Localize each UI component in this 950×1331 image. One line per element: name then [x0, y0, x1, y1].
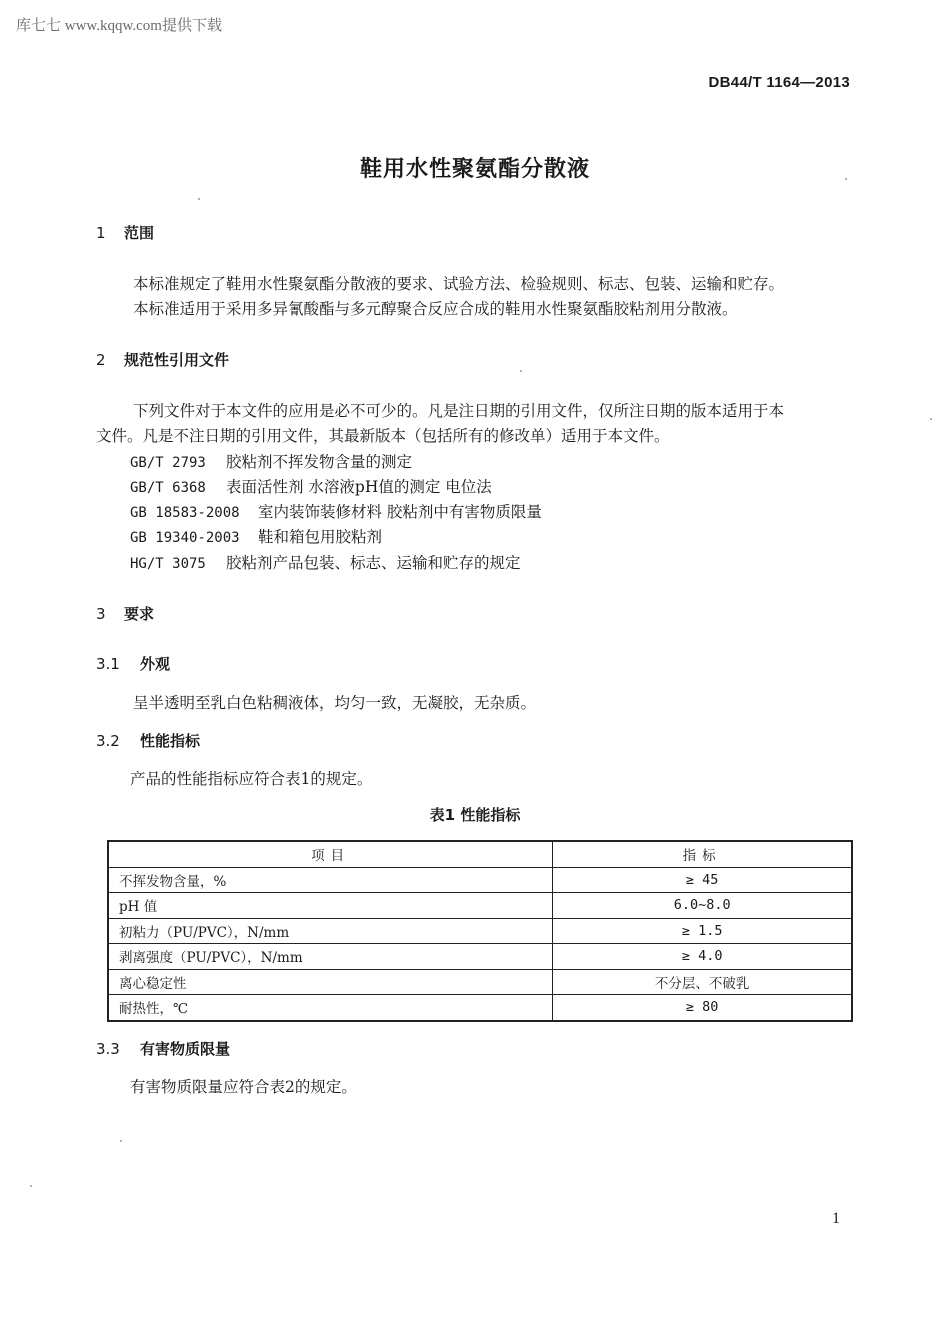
- section-3-2-heading: [96, 730, 200, 751]
- section-number: 3.3: [96, 1040, 120, 1058]
- table-cell-value: ≥ 45: [553, 867, 852, 893]
- section-number: 3: [96, 605, 106, 623]
- reference-code: GB/T 2793: [130, 455, 206, 471]
- table-1-caption: 表1 性能指标: [429, 806, 521, 824]
- reference-item: [130, 450, 412, 472]
- scan-speck: [845, 178, 847, 180]
- table-cell-value: 6.0~8.0: [553, 893, 852, 919]
- table-cell-value: ≥ 1.5: [553, 918, 852, 944]
- reference-code: HG/T 3075: [130, 556, 206, 572]
- section-number: 3.1: [96, 655, 120, 673]
- reference-code: GB/T 6368: [130, 480, 206, 496]
- table-row: [108, 944, 852, 970]
- reference-item: [130, 525, 382, 547]
- reference-title: 鞋和箱包用胶粘剂: [258, 528, 383, 546]
- standard-number: DB44/T 1164—2013: [708, 74, 850, 91]
- scope-paragraph-2: 本标准适用于采用多异氰酸酯与多元醇聚合反应合成的鞋用水性聚氨酯胶粘剂用分散液。: [133, 300, 738, 318]
- section-number: 1: [96, 224, 106, 242]
- reference-item: [130, 475, 492, 497]
- watermark-text: 库七七 www.kqqw.com提供下载: [16, 18, 222, 34]
- table-header-value: 指标: [553, 841, 852, 867]
- reference-item: [130, 500, 542, 522]
- scan-speck: [930, 418, 932, 420]
- section-3-1-heading: [96, 653, 170, 674]
- table-row: [108, 867, 852, 893]
- table-header-item: 项目: [108, 841, 553, 867]
- section-1-heading: [96, 222, 154, 243]
- section-title: 要求: [124, 605, 155, 623]
- section-title: 有害物质限量: [140, 1040, 231, 1058]
- performance-text: 产品的性能指标应符合表1的规定。: [130, 770, 373, 788]
- table-cell-item: 初粘力（PU/PVC），N/mm: [108, 918, 553, 944]
- references-intro-line-2: 文件。凡是不注日期的引用文件，其最新版本（包括所有的修改单）适用于本文件。: [96, 427, 670, 445]
- section-title: 规范性引用文件: [124, 351, 230, 369]
- page-number: 1: [832, 1210, 840, 1227]
- hazard-text: 有害物质限量应符合表2的规定。: [130, 1078, 357, 1096]
- table-row: [108, 893, 852, 919]
- reference-title: 胶粘剂不挥发物含量的测定: [226, 453, 413, 471]
- section-2-heading: [96, 349, 229, 370]
- section-title: 范围: [124, 224, 155, 242]
- scan-speck: [520, 370, 522, 372]
- table-cell-value: ≥ 80: [553, 995, 852, 1021]
- scan-speck: [30, 1185, 32, 1187]
- scan-speck: [198, 198, 200, 200]
- table-cell-item: pH 值: [108, 893, 553, 919]
- section-title: 性能指标: [140, 732, 201, 750]
- scope-paragraph-1: 本标准规定了鞋用水性聚氨酯分散液的要求、试验方法、检验规则、标志、包装、运输和贮存。: [133, 275, 785, 293]
- section-3-heading: [96, 603, 154, 624]
- table-row: [108, 995, 852, 1021]
- table-row: [108, 918, 852, 944]
- references-intro-line-1: 下列文件对于本文件的应用是必不可少的。凡是注日期的引用文件，仅所注日期的版本适用于本: [133, 402, 785, 420]
- reference-code: GB 18583-2008: [130, 505, 240, 521]
- table-row: [108, 969, 852, 995]
- reference-title: 室内装饰装修材料 胶粘剂中有害物质限量: [258, 503, 542, 521]
- scan-speck: [120, 1140, 122, 1142]
- section-title: 外观: [140, 655, 171, 673]
- document-title: 鞋用水性聚氨酯分散液: [359, 157, 590, 182]
- table-cell-value: ≥ 4.0: [553, 944, 852, 970]
- table-cell-item: 剥离强度（PU/PVC），N/mm: [108, 944, 553, 970]
- section-number: 2: [96, 351, 106, 369]
- table-cell-value: 不分层、不破乳: [553, 969, 852, 995]
- performance-table: [107, 840, 853, 1022]
- reference-title: 表面活性剂 水溶液pH值的测定 电位法: [226, 478, 492, 496]
- reference-title: 胶粘剂产品包装、标志、运输和贮存的规定: [226, 554, 521, 572]
- section-3-3-heading: [96, 1038, 230, 1059]
- table-cell-item: 耐热性，℃: [108, 995, 553, 1021]
- section-number: 3.2: [96, 732, 120, 750]
- table-cell-item: 不挥发物含量，%: [108, 867, 553, 893]
- reference-code: GB 19340-2003: [130, 530, 240, 546]
- appearance-text: 呈半透明至乳白色粘稠液体，均匀一致，无凝胶，无杂质。: [133, 694, 537, 712]
- reference-item: [130, 551, 521, 573]
- table-header-row: [108, 841, 852, 867]
- table-cell-item: 离心稳定性: [108, 969, 553, 995]
